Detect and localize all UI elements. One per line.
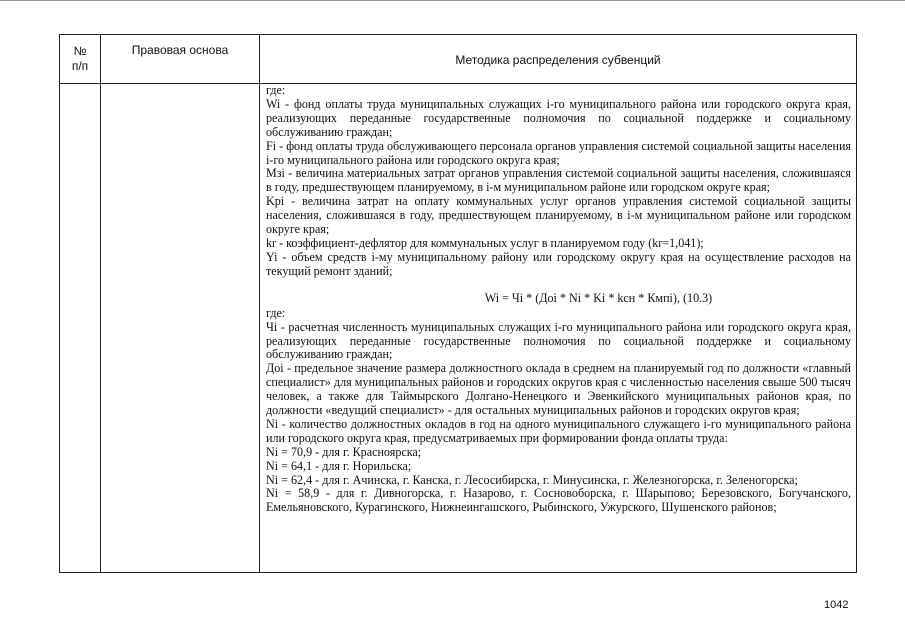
column-divider: [100, 35, 101, 572]
text-line: Ni = 70,9 - для г. Красноярска;: [266, 444, 422, 459]
column-divider: [259, 35, 260, 572]
header-legal-basis: Правовая основа: [131, 43, 229, 57]
text-line: Mзi - величина материальных затрат органов управления системой социальной защиты населения, сложившаяся в году, предшествующем планируемому, в i-м муниципальном районе или городском округе края;: [266, 166, 851, 195]
text-line: Чi - расчетная численность муниципальных служащих i-го муниципального района или городского округа края, реализующих переданные государственные полномочия по социальной поддержке и социальному обслуживанию граждан;: [266, 319, 851, 362]
page-number: 1042: [824, 599, 849, 611]
subvention-table: [59, 34, 857, 573]
methodology-text: [266, 84, 851, 515]
text-line: Ni = 62,4 - для г. Ачинска, г. Канска, г. Лесосибирска, г. Минусинска, г. Железногорска, г. Зеленогорска;: [266, 472, 798, 487]
text-line: kr - коэффициент-дефлятор для коммунальных услуг в планируемом году (kr=1,041);: [266, 235, 704, 250]
header-number-symbol: №: [73, 44, 87, 58]
text-line: Ni - количество должностных окладов в год на одного муниципального служащего i-го муниципального района или городского округа края, предусматриваемых при формировании фонда оплаты труда:: [266, 416, 851, 445]
header-number-abbr: п/п: [71, 59, 89, 73]
text-line: Fi - фонд оплаты труда обслуживающего персонала органов управления системой социальной защиты населения i-го муниципального района или городского округа края;: [266, 138, 851, 167]
text-line: Yi - объем средств i-му муниципальному району или городскому округу края на осуществление расходов на текущий ремонт зданий;: [266, 249, 851, 278]
header-methodology: Методика распределения субвенций: [455, 53, 661, 67]
page-top-edge: [0, 0, 905, 1]
text-line: где:: [266, 83, 286, 97]
text-line: Доi - предельное значение размера должностного оклада в среднем на планируемый год по должности «главный специалист» для муниципальных районов и городских округов края с численностью населения свыше 500 тысяч человек, а также для Таймырского Долгано-Ненецкого и Эвенкийского муниципальных районов края, по должности «ведущий специалист» - для остальных муниципальных районов и городских округов края;: [266, 361, 851, 418]
text-line: Wi - фонд оплаты труда муниципальных служащих i-го муниципального района или городского округа края, реализующих переданные государственные полномочия по социальной поддержке и социальному обслуживанию граждан;: [266, 96, 851, 139]
text-line: Ni = 64,1 - для г. Норильска;: [266, 458, 412, 473]
text-line: Ni = 58,9 - для г. Дивногорска, г. Назарово, г. Сосновоборска, г. Шарыпово; Березовского, Богучанского, Емельяновского, Курагинского, Нижнеингашского, Рыбинского, Ужурского, Шушенского районов;: [266, 486, 851, 515]
formula: Wi = Чi * (Доi * Ni * Ki * kсн * Кмпi), (10.3): [484, 290, 713, 305]
header-number-cell: [60, 35, 100, 83]
text-line: Kpi - величина затрат на оплату коммунальных услуг органов управления системой социальной защиты населения, сложившаяся в году, предшествующем планируемому, в i-м муниципальном районе или городском округе края;: [266, 194, 851, 237]
text-line: где:: [266, 305, 286, 320]
